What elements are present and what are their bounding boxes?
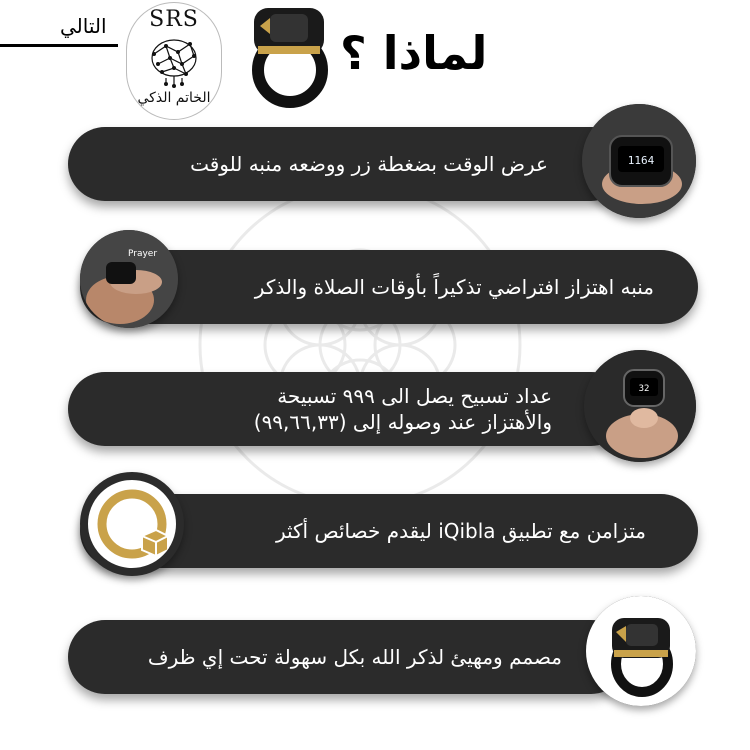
prayer-overlay-text: Prayer — [128, 249, 158, 259]
feature-text-3 — [254, 383, 552, 435]
iqibla-logo-icon — [88, 480, 176, 568]
ring-on-finger-prayer-icon — [80, 230, 178, 328]
logo-caption: الخاتم الذكي — [137, 90, 211, 106]
ring-product-icon — [586, 596, 696, 706]
srs-logo — [126, 2, 222, 120]
brain-network-icon — [144, 34, 204, 88]
feature-text-5: مصمم ومهيئ لذكر الله بكل سهولة تحت إي ظرف — [147, 645, 562, 669]
page-title: لماذا ؟ — [340, 26, 488, 80]
counter-display-value: 32 — [638, 384, 650, 394]
feature-text-4: متزامن مع تطبيق iQibla ليقدم خصائص أكثر — [275, 519, 646, 543]
feature-text-2: منبه اهتزاز افتراضي تذكيراً بأوقات الصلاة والذكر — [254, 275, 654, 299]
feature-image-1 — [582, 104, 696, 218]
feature-pill-3 — [68, 372, 628, 446]
next-underline — [0, 44, 118, 47]
srs-watermark-icon — [195, 180, 525, 510]
feature-text-3-line1: عداد تسبيح يصل الى ٩٩٩ تسبيحة — [277, 384, 552, 408]
feature-image-5 — [586, 596, 696, 706]
ring-counter-icon — [584, 350, 696, 462]
feature-image-4 — [80, 472, 184, 576]
feature-image-3 — [584, 350, 696, 462]
feature-text-3-line2: والأهتزاز عند وصوله إلى (٩٩,٦٦,٣٣) — [253, 410, 552, 434]
feature-pill-1 — [68, 127, 628, 201]
smart-ring-icon — [246, 4, 332, 108]
feature-pill-5 — [68, 620, 628, 694]
feature-image-2 — [80, 230, 178, 328]
ring-time-display-icon — [582, 104, 696, 218]
next-label[interactable]: التالي — [60, 14, 107, 38]
feature-text-1: عرض الوقت بضغطة زر ووضعه منبه للوقت — [190, 152, 548, 176]
logo-brand: SRS — [149, 7, 199, 32]
time-display-value: 1164 — [627, 154, 655, 167]
